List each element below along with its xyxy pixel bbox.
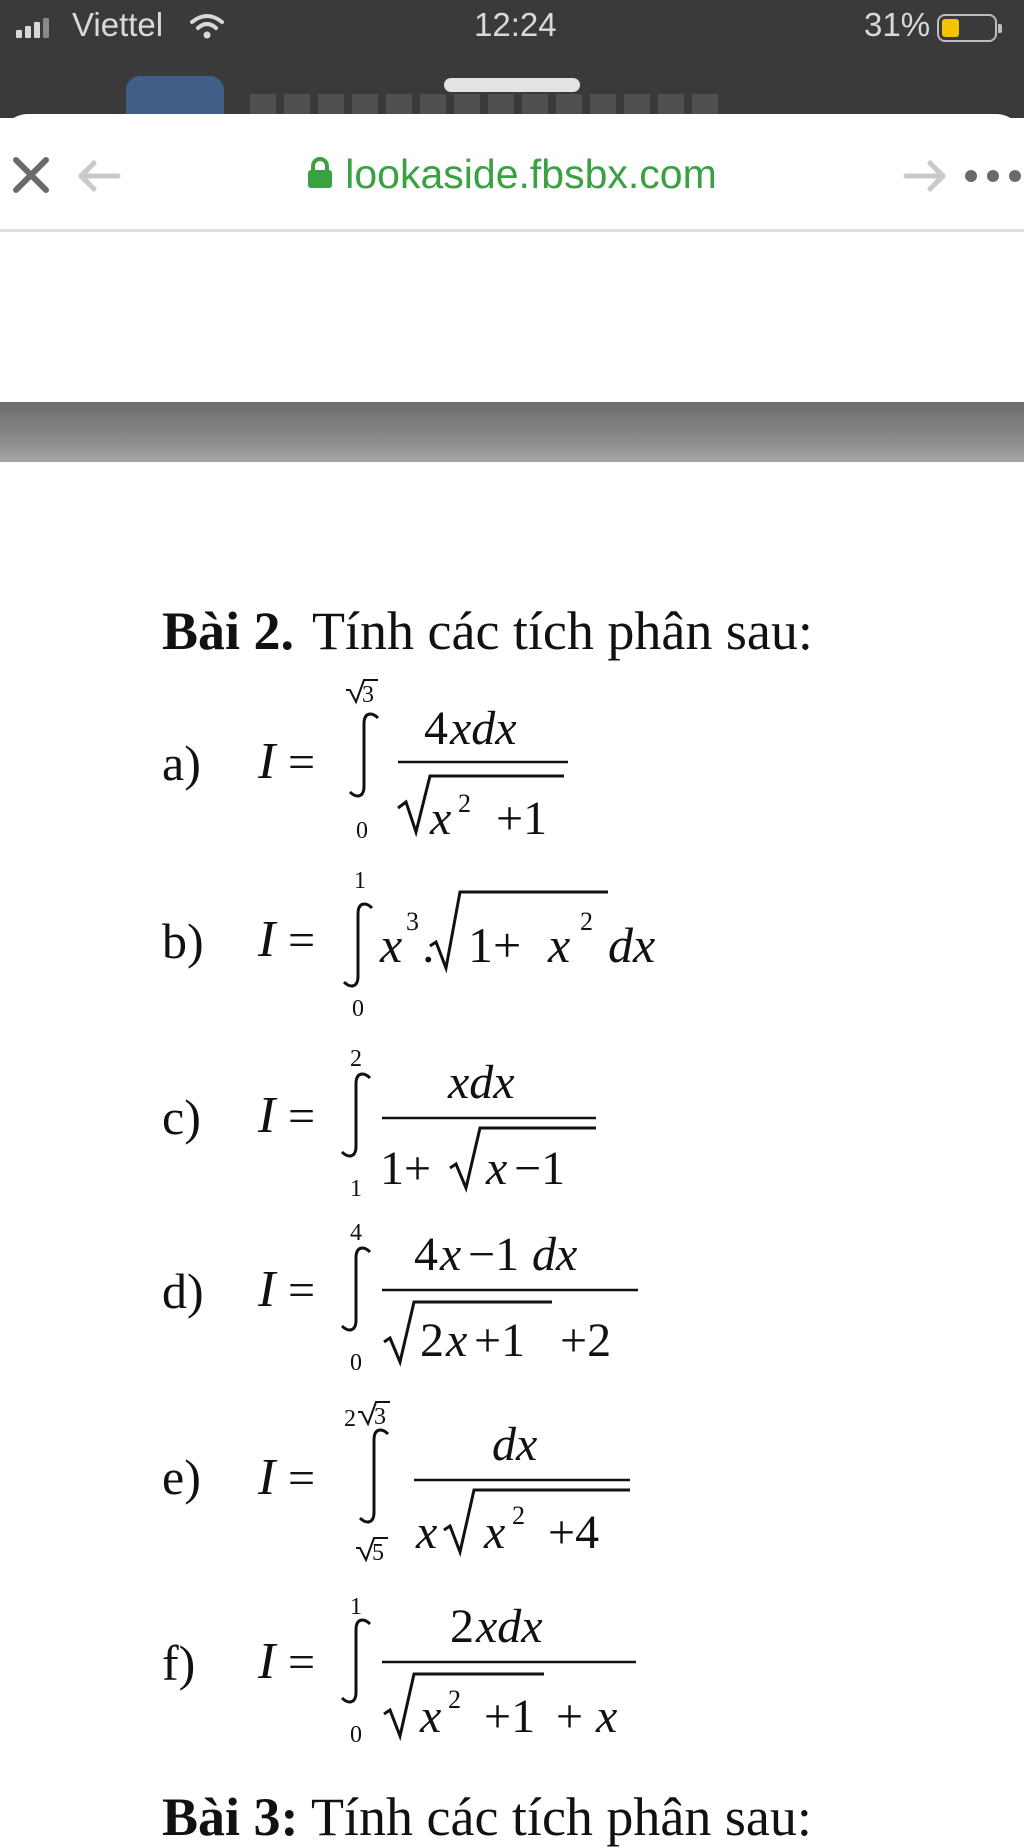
svg-text:0: 0 <box>350 1350 362 1376</box>
next-exercise-number: Bài 3: <box>162 1787 299 1847</box>
problem-d-label: d) <box>162 1263 204 1319</box>
svg-text:1: 1 <box>354 868 366 894</box>
exercise-instruction: Tính các tích phân sau: <box>312 601 813 661</box>
svg-text:+2: +2 <box>560 1314 612 1367</box>
clock: 12:24 <box>474 6 557 43</box>
svg-text:=: = <box>288 914 316 967</box>
svg-text:0: 0 <box>350 1722 362 1748</box>
battery-percent: 31% <box>864 6 931 43</box>
svg-text:dx: dx <box>608 917 656 973</box>
url-text: lookaside.fbsbx.com <box>345 151 717 197</box>
svg-text:=: = <box>288 736 316 789</box>
formula-a <box>257 680 568 845</box>
svg-text:=: = <box>288 1264 316 1317</box>
svg-text:xdx: xdx <box>448 1056 515 1109</box>
svg-text:x: x <box>446 1314 468 1367</box>
svg-text:dx: dx <box>492 1418 538 1471</box>
svg-text:2: 2 <box>580 907 593 936</box>
svg-text:3: 3 <box>374 1404 386 1430</box>
svg-text:x: x <box>420 1690 442 1743</box>
next-exercise-instruction: Tính các tích phân sau: <box>298 1787 812 1847</box>
carrier-label: Viettel <box>72 6 164 43</box>
problem-b-label: b) <box>162 913 204 969</box>
svg-text:−1: −1 <box>514 1142 566 1195</box>
svg-text:3: 3 <box>362 682 374 708</box>
formula-f <box>257 1594 636 1748</box>
problem-a-label: a) <box>162 735 201 791</box>
formula-c <box>257 1046 596 1202</box>
svg-text:x: x <box>430 792 452 845</box>
problem-f-label: f) <box>162 1635 196 1691</box>
svg-text:I: I <box>258 1633 276 1690</box>
formula-d <box>257 1220 638 1376</box>
svg-text:1+: 1+ <box>468 917 522 973</box>
svg-text:x: x <box>596 1690 618 1743</box>
svg-text:x: x <box>380 917 403 973</box>
svg-text:+1: +1 <box>474 1314 526 1367</box>
svg-text:dx: dx <box>532 1228 578 1281</box>
svg-text:x: x <box>486 1142 508 1195</box>
problem-c-label: c) <box>162 1089 201 1145</box>
svg-text:4: 4 <box>350 1220 362 1246</box>
svg-text:0: 0 <box>356 818 368 844</box>
svg-text:2: 2 <box>344 1406 356 1432</box>
formula-b <box>257 868 655 1022</box>
svg-text:1+: 1+ <box>380 1142 432 1195</box>
svg-text:+: + <box>556 1690 584 1743</box>
svg-text:2: 2 <box>448 1685 461 1714</box>
svg-text:I: I <box>258 1449 276 1506</box>
svg-text:4: 4 <box>414 1228 438 1281</box>
svg-text:3: 3 <box>406 907 419 936</box>
exercise-number: Bài 2. <box>162 601 295 661</box>
svg-text:1: 1 <box>350 1594 362 1620</box>
svg-text:2: 2 <box>458 789 471 818</box>
svg-text:I: I <box>258 1261 276 1318</box>
svg-text:xdx: xdx <box>476 1600 543 1653</box>
formula-e <box>257 1402 630 1566</box>
svg-text:0: 0 <box>352 996 364 1022</box>
svg-text:I: I <box>258 1087 276 1144</box>
svg-text:x: x <box>484 1506 506 1559</box>
problem-e-label: e) <box>162 1449 201 1505</box>
svg-text:x: x <box>416 1506 438 1559</box>
svg-text:x: x <box>440 1228 462 1281</box>
svg-text:x: x <box>548 917 571 973</box>
svg-text:.: . <box>422 917 435 973</box>
svg-text:2: 2 <box>450 1600 474 1653</box>
svg-text:4: 4 <box>424 702 448 755</box>
svg-text:2: 2 <box>512 1501 525 1530</box>
svg-text:−1: −1 <box>468 1228 520 1281</box>
svg-text:I: I <box>258 733 276 790</box>
svg-text:2: 2 <box>420 1314 444 1367</box>
svg-text:xdx: xdx <box>450 702 517 755</box>
svg-text:+1: +1 <box>484 1690 536 1743</box>
svg-text:2: 2 <box>350 1046 362 1072</box>
svg-text:+1: +1 <box>496 792 548 845</box>
svg-text:=: = <box>288 1452 316 1505</box>
svg-text:5: 5 <box>372 1540 384 1566</box>
svg-text:=: = <box>288 1090 316 1143</box>
svg-text:1: 1 <box>350 1176 362 1202</box>
next-exercise-heading <box>162 1786 812 1848</box>
svg-text:I: I <box>258 911 276 968</box>
svg-text:+4: +4 <box>548 1506 600 1559</box>
svg-text:=: = <box>288 1636 316 1689</box>
